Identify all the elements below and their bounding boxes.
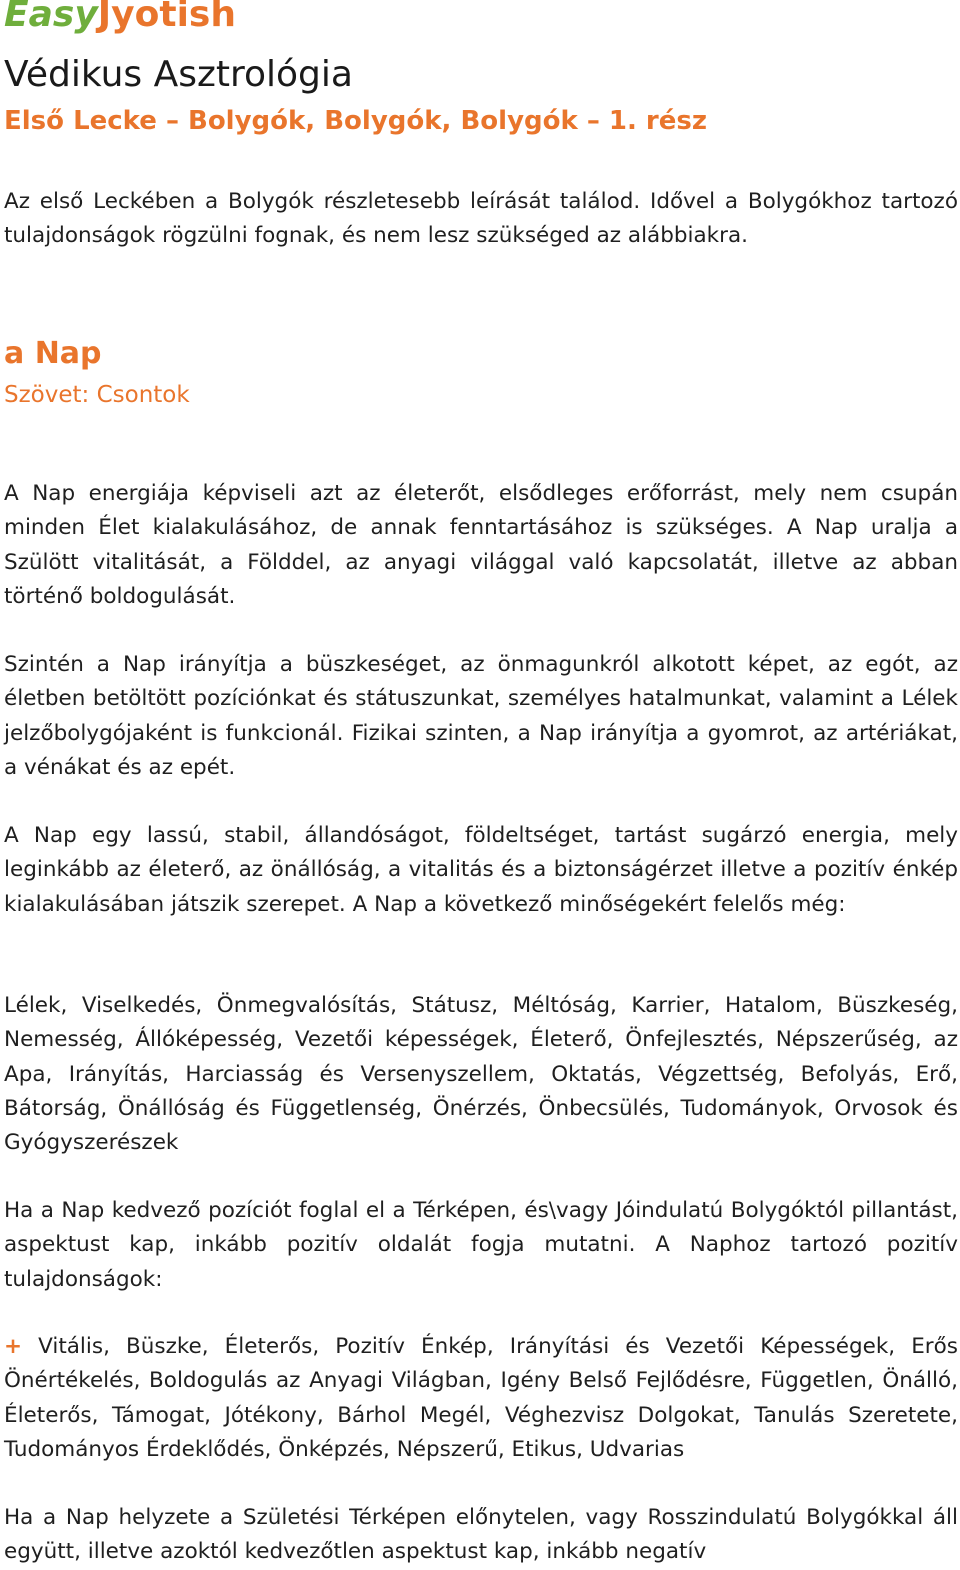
paragraph-qualities: Lélek, Viselkedés, Önmegvalósítás, Státusz, Méltóság, Karrier, Hatalom, Büszkeség, Nemesség, Állóképesség, Vezetői képességek, Életerő, Önfejlesztés, Népszerűség, az Apa, Irányítás, Harciasság és Versenyszellem, Oktatás, Végzettség, Befolyás, Erő, Bátorság, Önállóság és Függetlenség, Önérzés, Önbecsülés, Tudományok, Orvosok és Gyógyszerészek: [4, 993, 958, 1156]
paragraph-1: A Nap energiája képviseli azt az életerőt, elsődleges erőforrást, mely nem csupán minden Élet kialakulásához, de annak fenntartásához is szükséges. A Nap uralja a Szülött vitalitását, a Földdel, az anyagi világgal való kapcsolatát, illetve az abban történő boldogulását.: [4, 481, 958, 609]
easyjyotish-logo: [4, 0, 236, 35]
tissue-label: Szövet: Csontok: [4, 382, 190, 408]
plus-icon: +: [4, 1334, 23, 1359]
page-title: Védikus Asztrológia: [4, 54, 353, 95]
logo-jyotish: Jyotish: [97, 0, 236, 35]
lesson-subtitle: Első Lecke – Bolygók, Bolygók, Bolygók – 1. rész: [4, 106, 707, 136]
paragraph-2: Szintén a Nap irányítja a büszkeséget, az önmagunkról alkotott képet, az egót, az életben betöltött pozíciónkat és státuszunkat, személyes hatalmunkat, valamint a Lélek jelzőbolygójaként is funkcionál. Fizikai szinten, a Nap irányítja a gyomrot, az artériákat, a vénákat és az epét.: [4, 652, 958, 780]
paragraph-5: Ha a Nap kedvező pozíciót foglal el a Térképen, és\vagy Jóindulatú Bolygóktól pillantást, aspektust kap, inkább pozitív oldalát fogja mutatni. A Naphoz tartozó pozitív tulajdonságok:: [4, 1198, 958, 1292]
positive-traits-paragraph: [4, 1330, 958, 1467]
logo-easy: Easy: [4, 0, 98, 35]
paragraph-7: Ha a Nap helyzete a Születési Térképen előnytelen, vagy Rosszindulatú Bolygókkal áll együtt, illetve azoktól kedvezőtlen aspektust kap, inkább negatív: [4, 1505, 958, 1565]
positive-traits-text: Vitális, Büszke, Életerős, Pozitív Énkép, Irányítási és Vezetői Képességek, Erős Önértékelés, Boldogulás az Anyagi Világban, Igény Belső Fejlődésre, Független, Önálló, Életerős, Támogat, Jótékony, Bárhol Megél, Véghezvisz Dolgokat, Tanulás Szeretete, Tudományos Érdeklődés, Önképzés, Népszerű, Etikus, Udvarias: [4, 1334, 958, 1462]
section-title-sun: a Nap: [4, 336, 102, 371]
intro-paragraph: Az első Leckében a Bolygók részletesebb leírását találod. Idővel a Bolygókhoz tartozó tulajdonságok rögzülni fognak, és nem lesz szükséged az alábbiakra.: [4, 189, 958, 249]
paragraph-3: A Nap egy lassú, stabil, állandóságot, földeltséget, tartást sugárzó energia, mely leginkább az életerő, az önállóság, a vitalitás és a biztonságérzet illetve a pozitív énkép kialakulásában játszik szerepet. A Nap a következő minőségekért felelős még:: [4, 823, 958, 917]
